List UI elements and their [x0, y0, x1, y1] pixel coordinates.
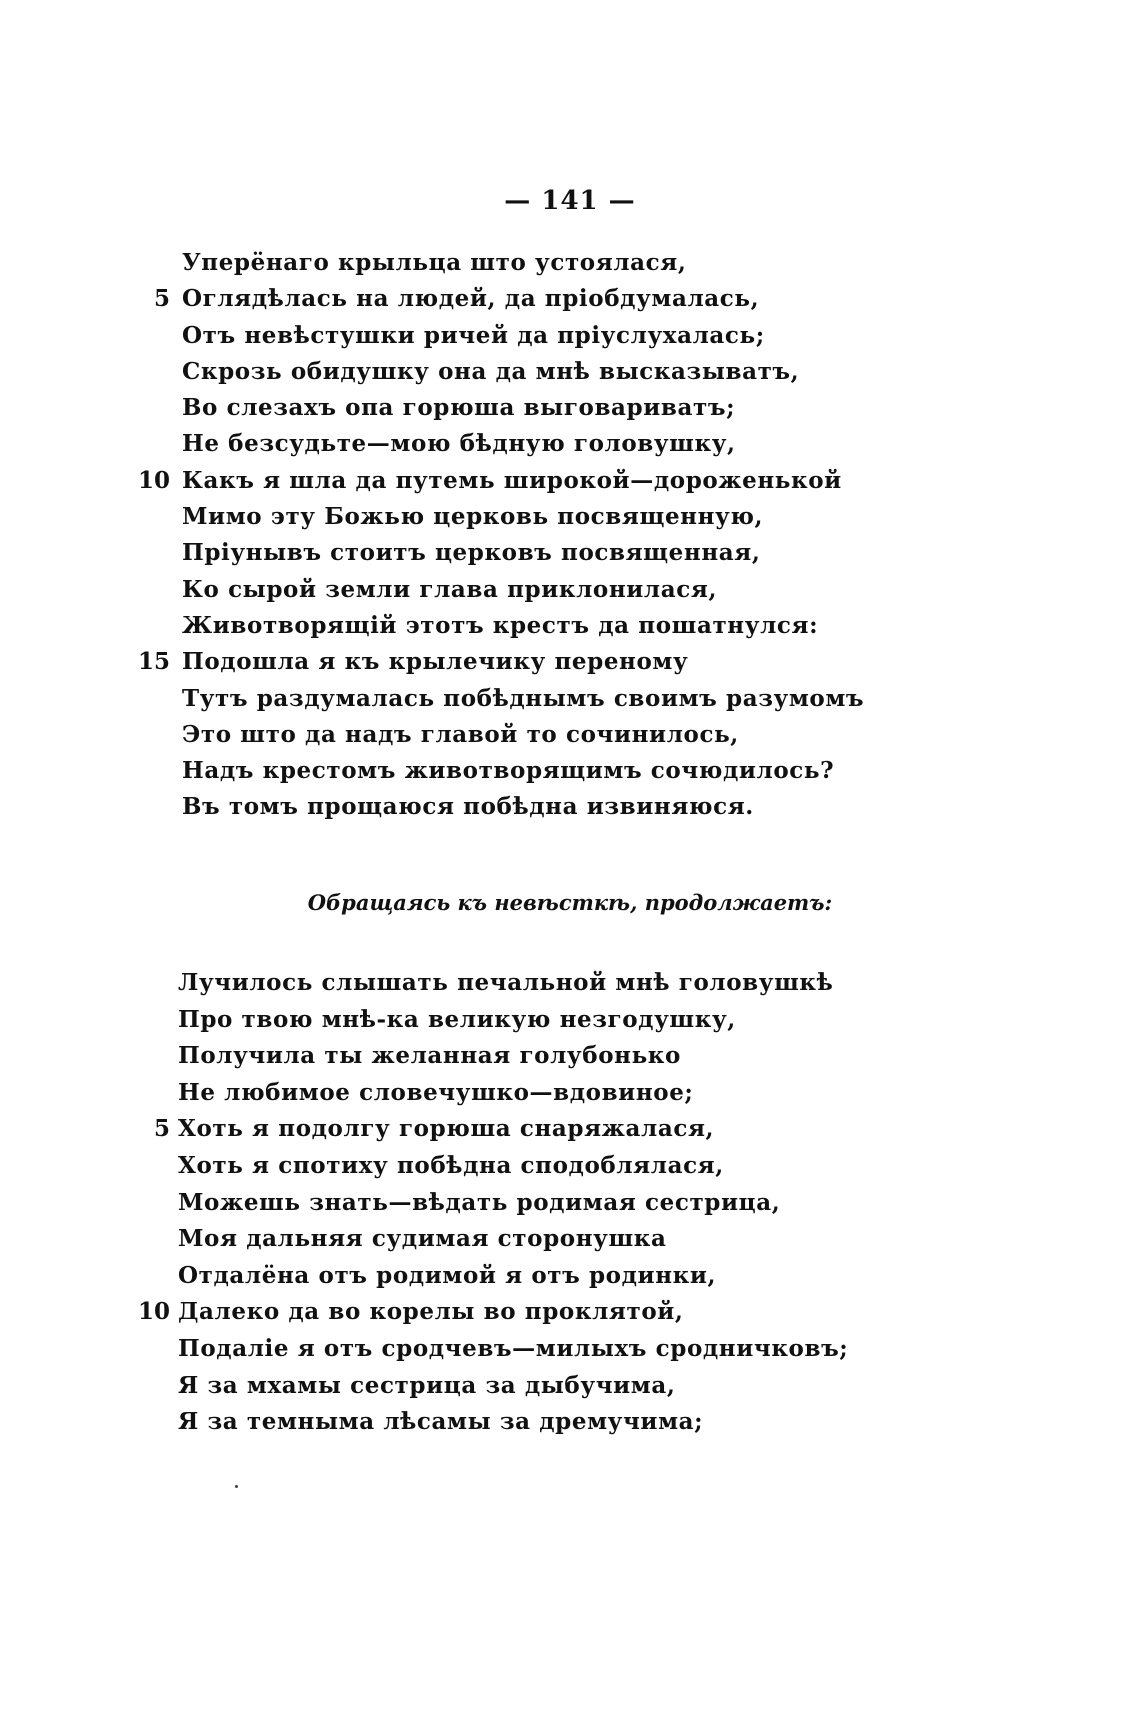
- line-text: Животворящій этотъ крестъ да пошатнулся:: [182, 611, 819, 639]
- poem-line: [130, 717, 1030, 753]
- line-text: Мимо эту Божью церковь посвященную,: [182, 503, 764, 531]
- line-number: 5: [153, 1115, 170, 1143]
- poem-line: [130, 390, 1030, 426]
- section-heading: Обращаясь къ невѣсткѣ, продолжаетъ:: [307, 890, 833, 915]
- poem-line: [130, 681, 1030, 717]
- line-text: Скрозь обидушку она да мнѣ высказыватъ,: [182, 357, 800, 385]
- line-text: Хоть я спотиху побѣдна сподоблялася,: [178, 1151, 724, 1179]
- line-text: Уперёнаго крыльца што устоялася,: [182, 249, 687, 276]
- line-text: Ко сырой земли глава приклонилася,: [182, 575, 718, 603]
- poem-line: [130, 499, 1030, 535]
- poem-line: [130, 245, 1030, 281]
- line-text: Далеко да во корелы во проклятой,: [178, 1298, 684, 1326]
- line-text: Подошла я къ крылечику переному: [182, 648, 689, 676]
- line-text: Отдалёна отъ родимой я отъ родинки,: [178, 1261, 717, 1289]
- poem-line: [130, 318, 1030, 354]
- poem-line: [130, 644, 1030, 680]
- print-speck: [235, 1485, 238, 1488]
- poem-line: [130, 1404, 1030, 1441]
- line-text: Я за темныма лѣсамы за дремучима;: [178, 1408, 704, 1436]
- poem-line: [130, 463, 1030, 499]
- poem-line: [130, 535, 1030, 571]
- line-text: Лучилось слышать печальной мнѣ головушкѣ: [178, 969, 834, 996]
- line-text: Я за мхамы сестрица за дыбучима,: [178, 1371, 676, 1399]
- line-text: Подаліе я отъ сродчевъ—милыхъ сродничковъ;: [178, 1334, 849, 1362]
- poem-line: [130, 965, 1030, 1002]
- poem-line: [130, 1002, 1030, 1039]
- line-number: 10: [137, 1298, 170, 1326]
- line-text: Можешь знать—вѣдать родимая сестрица,: [178, 1188, 781, 1216]
- line-text: Получила ты желанная голубонько: [178, 1042, 681, 1070]
- poem-line: [130, 1148, 1030, 1185]
- poem-line: [130, 281, 1030, 317]
- line-number: 15: [137, 648, 170, 676]
- poem-line: [130, 789, 1030, 825]
- line-text: Это што да надъ главой то сочинилось,: [182, 720, 739, 748]
- line-text: Пріунывъ стоитъ церковъ посвященная,: [182, 539, 761, 567]
- line-text: Отъ невѣстушки ричей да пріуслухалась;: [182, 321, 765, 349]
- poem-stanza-2: [130, 965, 1030, 1441]
- poem-line: [130, 1294, 1030, 1331]
- line-text: Въ томъ прощаюся побѣдна извиняюся.: [182, 793, 754, 821]
- line-text: Про твою мнѣ-ка великую незгодушку,: [178, 1005, 736, 1033]
- poem-line: [130, 1221, 1030, 1258]
- line-text: Надъ крестомъ животворящимъ сочюдилось?: [182, 757, 835, 785]
- line-text: Не безсудьте—мою бѣдную головушку,: [182, 430, 736, 458]
- line-text: Хоть я подолгу горюша снаряжалася,: [178, 1115, 715, 1143]
- line-text: Оглядѣлась на людей, да пріобдумалась,: [182, 285, 760, 313]
- poem-line: [130, 1258, 1030, 1295]
- poem-line: [130, 608, 1030, 644]
- page-number: — 141 —: [504, 186, 636, 216]
- line-text: Какъ я шла да путемь широкой—дороженькой: [182, 466, 842, 494]
- line-number: 5: [153, 285, 170, 313]
- poem-line: [130, 572, 1030, 608]
- poem-line: [130, 1368, 1030, 1405]
- poem-line: [130, 1075, 1030, 1112]
- poem-line: [130, 1185, 1030, 1222]
- poem-line: [130, 354, 1030, 390]
- poem-line: [130, 426, 1030, 462]
- line-text: Не любимое словечушко—вдовиное;: [178, 1078, 694, 1106]
- poem-line: [130, 1038, 1030, 1075]
- poem-line: [130, 753, 1030, 789]
- line-text: Моя дальняя судимая сторонушка: [178, 1225, 667, 1253]
- line-text: Тутъ раздумалась побѣднымъ своимъ разумомъ: [182, 684, 865, 712]
- poem-stanza-1: [130, 245, 1030, 826]
- line-number: 10: [137, 466, 170, 494]
- poem-line: [130, 1331, 1030, 1368]
- line-text: Во слезахъ опа горюша выговариватъ;: [182, 394, 736, 422]
- poem-line: [130, 1111, 1030, 1148]
